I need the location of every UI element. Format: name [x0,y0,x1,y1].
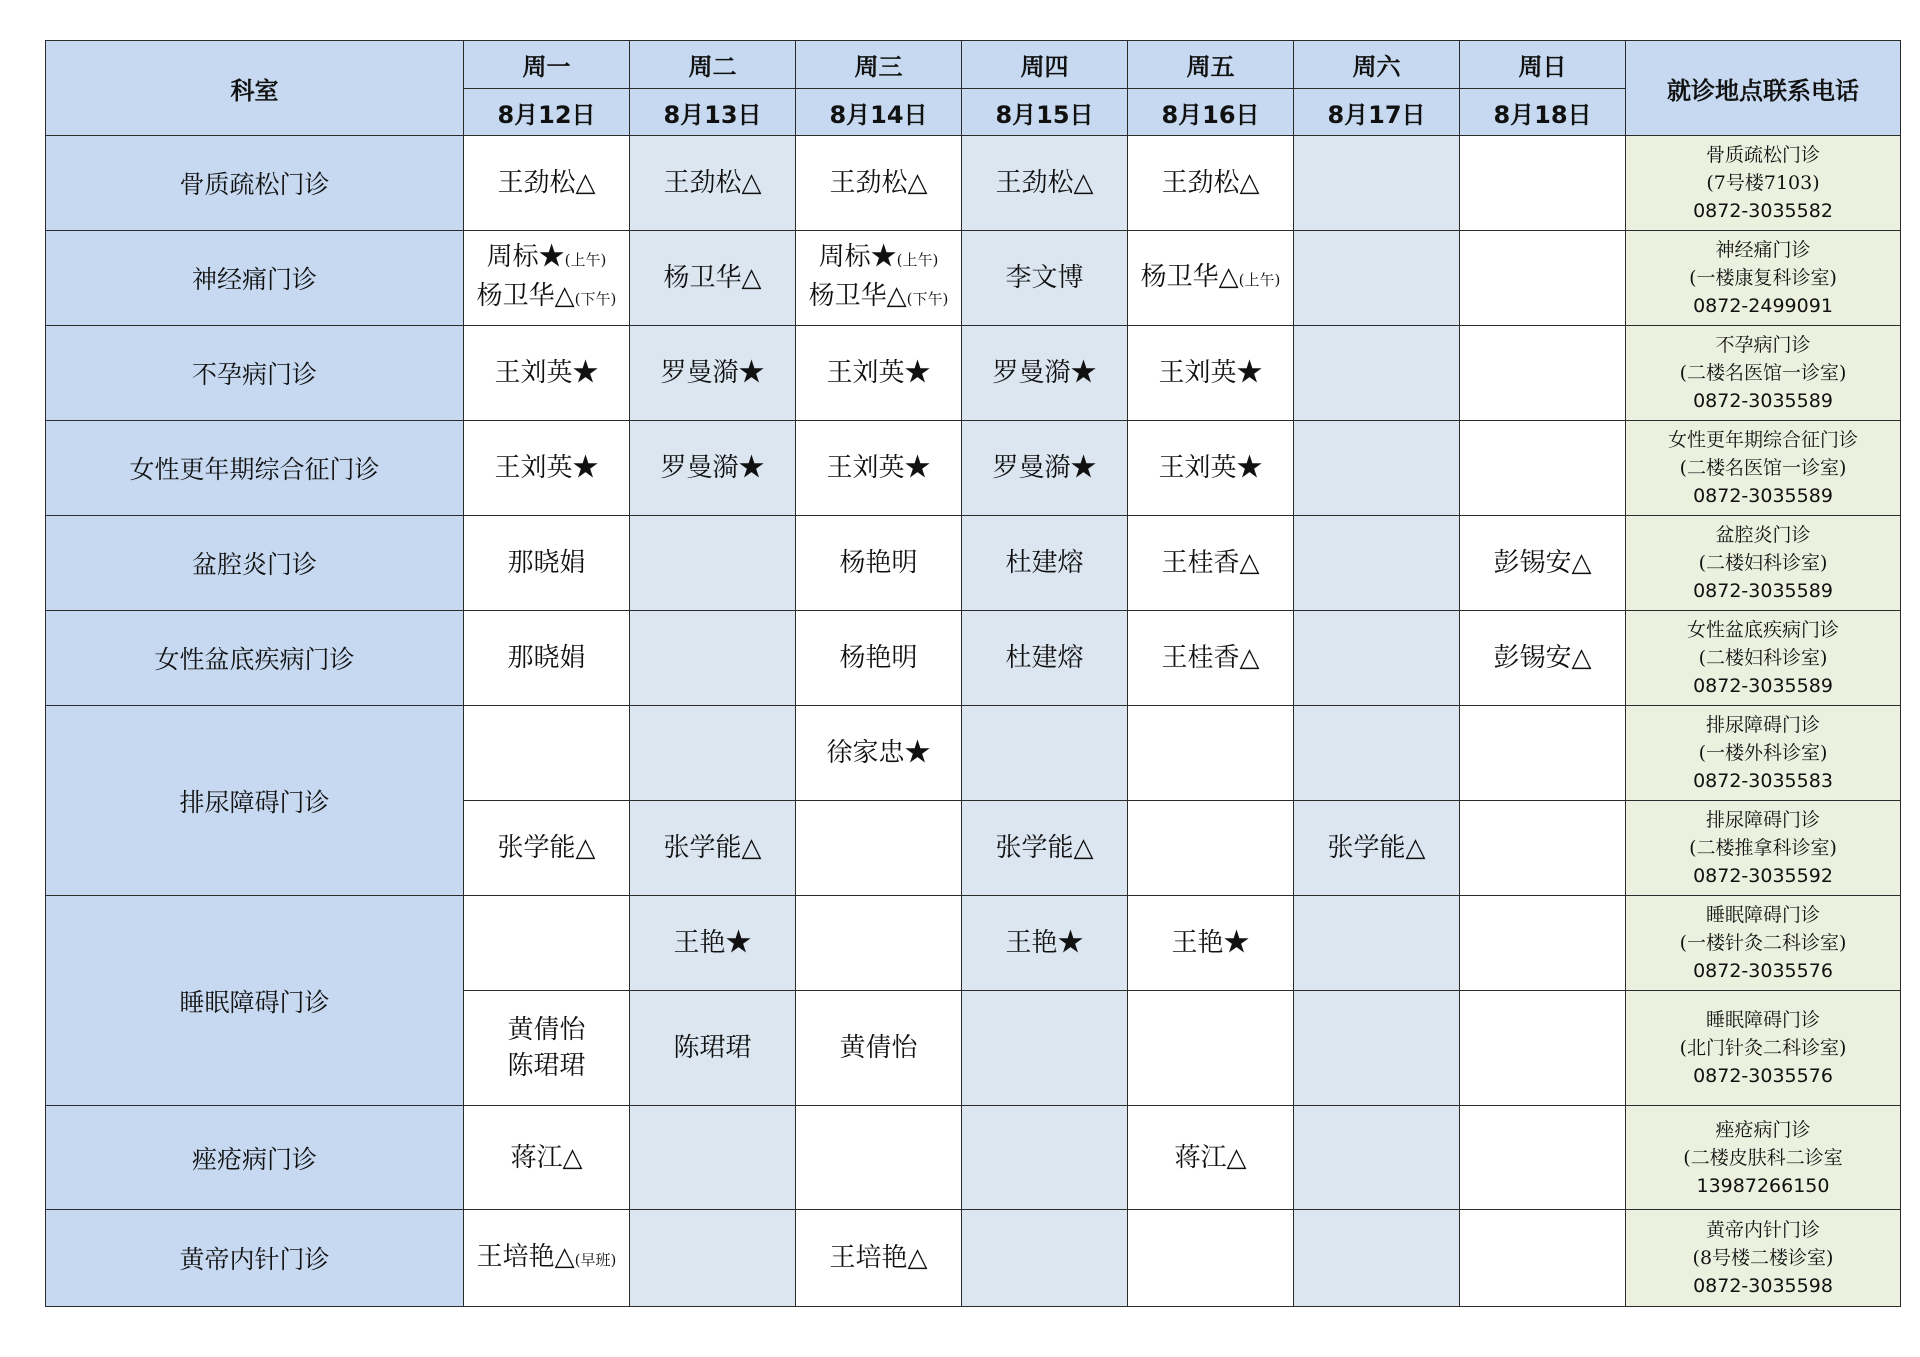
doctor-slot [796,801,962,896]
doctor-entry [464,165,629,201]
doctor-slot [630,706,796,801]
doctor-name: 罗曼漪★ [992,358,1097,388]
doctor-slot [1128,706,1294,801]
doctor-name: 王艳★ [1171,928,1250,958]
location-contact [1626,326,1901,421]
doctor-slot [962,326,1128,421]
location-place: (一楼外科诊室) [1698,742,1828,764]
location-contact [1626,801,1901,896]
doctor-entry [464,1239,629,1278]
doctor-slot [1460,516,1626,611]
doctor-entry [962,925,1127,961]
location-phone: 0872-3035592 [1693,865,1833,887]
weekday-header: 周六 [1294,41,1460,89]
session-note: (早班) [574,1250,617,1269]
doctor-slot [1294,706,1460,801]
location-contact [1626,611,1901,706]
doctor-entry [962,260,1127,296]
clinic-schedule-table [45,40,1901,1307]
doctor-entry [962,355,1127,391]
doctor-slot [962,991,1128,1106]
doctor-name: 罗曼漪★ [660,453,765,483]
doctor-slot [962,706,1128,801]
doctor-name: 杨艳明 [839,548,918,578]
location-phone: 0872-3035598 [1693,1275,1833,1297]
doctor-slot [1128,611,1294,706]
doctor-entry [464,239,629,278]
doctor-slot [962,231,1128,326]
location-place: (8号楼二楼诊室) [1692,1247,1834,1269]
doctor-name: 彭锡安△ [1493,548,1592,578]
doctor-name: 周标★ [486,242,565,272]
doctor-slot [962,896,1128,991]
doctor-slot [464,1210,630,1307]
doctor-entry [1128,545,1293,581]
doctor-slot [1128,421,1294,516]
doctor-name: 王刘英★ [494,358,599,388]
doctor-slot [464,516,630,611]
doctor-slot [1128,231,1294,326]
location-phone: 0872-3035589 [1693,390,1833,412]
doctor-entry [1460,640,1625,676]
doctor-entry [630,165,795,201]
schedule-row [46,611,1901,706]
schedule-row [46,136,1901,231]
doctor-slot [796,231,962,326]
weekday-header: 周三 [796,41,962,89]
doctor-slot [1294,1106,1460,1210]
doctor-name: 那晓娟 [507,643,586,673]
doctor-slot [962,421,1128,516]
doctor-entry [1128,925,1293,961]
doctor-slot [464,706,630,801]
doctor-entry [1128,259,1293,298]
doctor-slot [796,1106,962,1210]
doctor-entry [464,545,629,581]
doctor-name: 周标★ [818,242,897,272]
schedule-row [46,1210,1901,1307]
doctor-slot [1294,326,1460,421]
department-name: 盆腔炎门诊 [46,516,464,611]
doctor-slot [464,1106,630,1210]
doctor-slot [962,136,1128,231]
location-name: 骨质疏松门诊 [1705,144,1820,166]
doctor-name: 张学能△ [497,833,596,863]
doctor-name: 罗曼漪★ [660,358,765,388]
doctor-entry [630,925,795,961]
doctor-entry [962,640,1127,676]
doctor-slot [1294,991,1460,1106]
doctor-name: 王刘英★ [826,358,931,388]
doctor-slot [962,1106,1128,1210]
schedule-row [46,1106,1901,1210]
doctor-entry [630,830,795,866]
location-place: (二楼皮肤科二诊室 [1683,1146,1843,1169]
date-header: 8月18日 [1460,89,1626,136]
date-header: 8月16日 [1128,89,1294,136]
location-place: (二楼名医馆一诊室) [1679,362,1847,384]
date-header: 8月14日 [796,89,962,136]
location-name: 睡眠障碍门诊 [1705,904,1820,926]
weekday-header: 周四 [962,41,1128,89]
schedule-row [46,516,1901,611]
doctor-slot [962,1210,1128,1307]
schedule-row [46,326,1901,421]
schedule-row [46,706,1901,801]
department-name: 排尿障碍门诊 [46,706,464,896]
location-name: 排尿障碍门诊 [1705,714,1820,736]
doctor-slot [464,136,630,231]
doctor-entry [464,1140,629,1176]
doctor-entry [962,545,1127,581]
doctor-name: 李文博 [1005,263,1084,293]
doctor-slot [630,1210,796,1307]
doctor-entry [630,355,795,391]
location-phone: 0872-3035589 [1693,485,1833,507]
doctor-slot [962,516,1128,611]
doctor-name: 杨艳明 [839,643,918,673]
doctor-slot [630,231,796,326]
location-phone: 13987266150 [1696,1174,1830,1197]
location-contact [1626,896,1901,991]
weekday-header: 周二 [630,41,796,89]
doctor-name: 陈珺珺 [507,1051,586,1081]
doctor-name: 王刘英★ [1158,358,1263,388]
department-name: 女性盆底疾病门诊 [46,611,464,706]
doctor-slot [1460,231,1626,326]
location-name: 排尿障碍门诊 [1705,809,1820,831]
doctor-name: 王劲松△ [1161,168,1260,198]
doctor-slot [796,896,962,991]
location-contact [1626,1210,1901,1307]
doctor-entry [1128,450,1293,486]
doctor-name: 徐家忠★ [826,738,931,768]
doctor-name: 杨卫华△ [663,263,762,293]
session-note: (上午) [564,251,607,269]
doctor-entry [1460,545,1625,581]
doctor-name: 罗曼漪★ [992,453,1097,483]
doctor-slot [464,326,630,421]
location-phone: 0872-3035576 [1693,1065,1833,1087]
location-phone: 0872-3035589 [1693,675,1833,697]
doctor-name: 那晓娟 [507,548,586,578]
location-contact [1626,516,1901,611]
department-name: 痤疮病门诊 [46,1106,464,1210]
doctor-slot [1128,136,1294,231]
doctor-slot [1128,1210,1294,1307]
doctor-slot [464,421,630,516]
location-name: 女性盆底疾病门诊 [1686,619,1839,641]
location-phone: 0872-3035583 [1693,770,1833,792]
doctor-slot [464,611,630,706]
doctor-slot [464,801,630,896]
doctor-entry [464,830,629,866]
doctor-slot [1294,1210,1460,1307]
doctor-name: 杨卫华△ [476,281,575,311]
doctor-entry [464,355,629,391]
doctor-slot [1294,611,1460,706]
doctor-slot [1128,801,1294,896]
doctor-entry [464,640,629,676]
department-name: 睡眠障碍门诊 [46,896,464,1106]
location-place: (二楼妇科诊室) [1698,647,1828,669]
department-name: 不孕病门诊 [46,326,464,421]
location-phone: 0872-3035576 [1693,960,1833,982]
doctor-slot [1294,421,1460,516]
session-note: (下午) [906,290,949,308]
location-contact [1626,706,1901,801]
session-note: (上午) [1238,270,1281,289]
doctor-slot [796,1210,962,1307]
doctor-slot [962,801,1128,896]
doctor-slot [630,326,796,421]
location-name: 神经痛门诊 [1715,239,1811,261]
doctor-entry [962,830,1127,866]
doctor-name: 黄倩怡 [839,1033,918,1063]
location-name: 女性更年期综合征门诊 [1667,429,1858,451]
location-contact [1626,991,1901,1106]
doctor-entry [464,1012,629,1048]
date-header: 8月13日 [630,89,796,136]
doctor-name: 杨卫华△ [1140,261,1239,292]
doctor-slot [1460,136,1626,231]
doctor-name: 王劲松△ [497,168,596,198]
contact-header: 就诊地点联系电话 [1626,41,1901,136]
doctor-slot [1128,991,1294,1106]
doctor-entry [1128,640,1293,676]
doctor-name: 蒋江△ [1174,1142,1247,1173]
doctor-name: 彭锡安△ [1493,643,1592,673]
location-contact [1626,231,1901,326]
doctor-slot [630,991,796,1106]
doctor-entry [1128,355,1293,391]
location-contact [1626,136,1901,231]
doctor-entry [1294,830,1459,866]
location-phone: 0872-2499091 [1693,295,1833,317]
location-place: (一楼康复科诊室) [1689,267,1837,289]
date-header: 8月15日 [962,89,1128,136]
doctor-slot [1460,991,1626,1106]
doctor-slot [1294,136,1460,231]
doctor-slot [1460,611,1626,706]
doctor-name: 王艳★ [1005,928,1084,958]
location-place: (北门针灸二科诊室) [1679,1037,1847,1059]
doctor-name: 王劲松△ [995,168,1094,198]
location-name: 痤疮病门诊 [1715,1118,1811,1141]
doctor-slot [630,801,796,896]
doctor-slot [1460,1210,1626,1307]
doctor-entry [796,450,961,486]
doctor-slot [1294,896,1460,991]
department-header: 科室 [46,41,464,136]
location-contact [1626,421,1901,516]
location-name: 盆腔炎门诊 [1715,524,1811,546]
doctor-name: 杜建熔 [1005,643,1084,673]
doctor-entry [1128,165,1293,201]
doctor-slot [630,1106,796,1210]
doctor-slot [1128,326,1294,421]
doctor-slot [1460,1106,1626,1210]
department-name: 骨质疏松门诊 [46,136,464,231]
location-name: 睡眠障碍门诊 [1705,1009,1820,1031]
doctor-slot [464,896,630,991]
doctor-entry [464,450,629,486]
doctor-name: 王培艳△ [829,1243,928,1273]
doctor-name: 王刘英★ [826,453,931,483]
location-place: (一楼针灸二科诊室) [1679,932,1847,954]
department-name: 女性更年期综合征门诊 [46,421,464,516]
doctor-slot [1294,801,1460,896]
doctor-slot [1460,896,1626,991]
doctor-slot [796,516,962,611]
doctor-slot [1294,231,1460,326]
doctor-name: 王培艳△ [476,1241,575,1272]
doctor-entry [796,545,961,581]
department-name: 黄帝内针门诊 [46,1210,464,1307]
weekday-header: 周一 [464,41,630,89]
doctor-name: 王桂香△ [1161,643,1260,673]
schedule-row [46,231,1901,326]
schedule-row [46,421,1901,516]
doctor-entry [796,735,961,771]
doctor-entry [796,355,961,391]
doctor-slot [796,611,962,706]
doctor-slot [1460,801,1626,896]
doctor-name: 王劲松△ [829,168,928,198]
doctor-name: 张学能△ [1327,833,1426,863]
doctor-entry [464,278,629,317]
doctor-entry [962,450,1127,486]
doctor-name: 王刘英★ [1158,453,1263,483]
doctor-slot [630,421,796,516]
schedule-row [46,896,1901,991]
doctor-slot [464,231,630,326]
doctor-entry [630,260,795,296]
doctor-entry [630,450,795,486]
doctor-name: 张学能△ [995,833,1094,863]
doctor-slot [464,991,630,1106]
doctor-name: 蒋江△ [510,1142,583,1173]
doctor-slot [962,611,1128,706]
location-phone: 0872-3035582 [1693,200,1833,222]
doctor-entry [796,165,961,201]
doctor-name: 张学能△ [663,833,762,863]
date-header: 8月12日 [464,89,630,136]
doctor-name: 王劲松△ [663,168,762,198]
location-place: (二楼名医馆一诊室) [1679,457,1847,479]
doctor-entry [796,1030,961,1066]
session-note: (上午) [896,251,939,269]
doctor-slot [796,991,962,1106]
doctor-slot [796,326,962,421]
doctor-name: 黄倩怡 [507,1015,586,1045]
location-place: (二楼妇科诊室) [1698,552,1828,574]
doctor-name: 王桂香△ [1161,548,1260,578]
doctor-entry [464,1048,629,1084]
weekday-header: 周日 [1460,41,1626,89]
doctor-slot [1128,1106,1294,1210]
doctor-name: 杨卫华△ [808,281,907,311]
doctor-slot [1460,326,1626,421]
location-contact [1626,1106,1901,1210]
doctor-slot [796,136,962,231]
doctor-entry [1128,1140,1293,1176]
doctor-slot [1460,706,1626,801]
doctor-slot [1128,896,1294,991]
weekday-header: 周五 [1128,41,1294,89]
doctor-slot [630,136,796,231]
doctor-entry [796,239,961,278]
doctor-slot [1128,516,1294,611]
doctor-name: 王艳★ [673,928,752,958]
doctor-name: 王刘英★ [494,453,599,483]
session-note: (下午) [574,290,617,308]
doctor-slot [1294,516,1460,611]
date-header: 8月17日 [1294,89,1460,136]
location-phone: 0872-3035589 [1693,580,1833,602]
doctor-slot [630,516,796,611]
doctor-entry [796,278,961,317]
location-name: 黄帝内针门诊 [1705,1219,1820,1241]
schedule-sheet [45,40,1901,1307]
doctor-slot [796,706,962,801]
location-name: 不孕病门诊 [1715,334,1811,356]
doctor-slot [630,611,796,706]
doctor-name: 杜建熔 [1005,548,1084,578]
doctor-entry [796,640,961,676]
location-place: (二楼推拿科诊室) [1689,837,1837,859]
doctor-slot [796,421,962,516]
doctor-slot [630,896,796,991]
doctor-entry [630,1030,795,1066]
location-place: (7号楼7103) [1706,172,1820,194]
doctor-slot [1460,421,1626,516]
doctor-name: 陈珺珺 [673,1033,752,1063]
doctor-entry [962,165,1127,201]
doctor-entry [796,1240,961,1276]
department-name: 神经痛门诊 [46,231,464,326]
